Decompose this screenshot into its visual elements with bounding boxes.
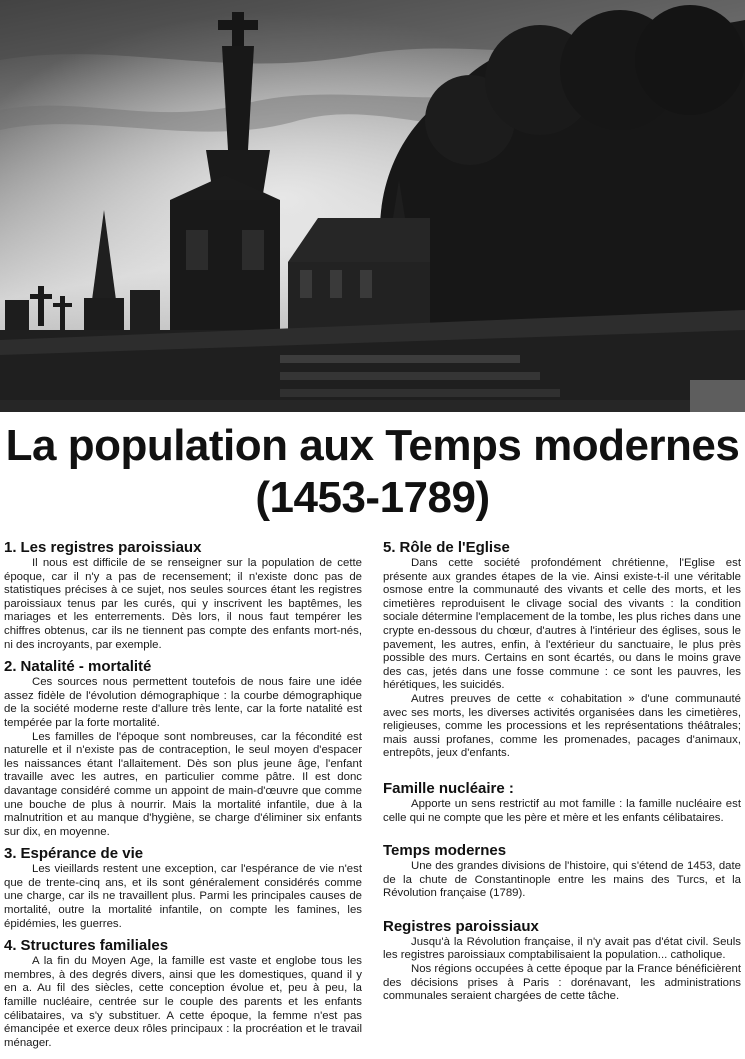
section-heading-text: Famille nucléaire :	[383, 779, 514, 797]
section-paragraph: Jusqu'à la Révolution française, il n'y avait pas d'état civil. Seuls les registres paroissiaux comptabilisaient la population... catholique.	[383, 935, 741, 962]
section-heading	[4, 538, 362, 557]
section	[383, 779, 741, 825]
section-paragraph: Dans cette société profondément chrétienne, l'Eglise est présente aux grandes étapes de la vie. Ainsi existe-t-il une véritable osmose entre la communauté des vivants et celle des morts, et les cimetières reproduisent le clivage social des vivants : la condition sociale détermine l'emplacement de la tombe, les plus riches dans une crypte en-dessous du chœur, d'autres à l'intérieur des églises, sous le pavement, les autres, enfin, à l'extérieur du sanctuaire, le plus près possible des murs. Certains en sont écartés, ou dans le moins grave des cas, jetés dans une fosse commune : ce sont les pauvres, les hérétiques, les suicidés.	[383, 557, 741, 692]
section	[4, 538, 362, 652]
section	[4, 657, 362, 839]
section-heading	[4, 844, 362, 863]
section-heading	[4, 936, 362, 955]
section-paragraph: Les vieillards restent une exception, car l'espérance de vie n'est que de trente-cinq ans, et ils sont généralement considérés comme une charge, car ils ne travaillent plus. Parmi les principales causes de mortalité, outre la mortalité infantile, on compte les famines, les épidémies, les guerres.	[4, 863, 362, 930]
section-heading-text: Registres paroissiaux	[383, 917, 539, 935]
section-heading-text: Temps modernes	[383, 842, 507, 860]
section-heading-text: Espérance de vie	[20, 845, 144, 863]
section-heading-text: Structures familiales	[20, 937, 169, 955]
title-block	[0, 420, 745, 524]
page-subtitle-dates: (1453-1789)	[255, 473, 490, 522]
section-paragraph: Les familles de l'époque sont nombreuses, car la fécondité est naturelle et il n'existe pas de contraception, le seul moyen d'espacer les naissances étant l'allaitement. Dès son plus jeune âge, l'enfant travaille avec les autres, en particulier comme pâtre. Il est donc davantage considéré comme un appoint de main-d'œuvre que comme une bouche de plus à nourrir. Mais la mortalité infantile, due à la malnutrition et au manque d'hygiène, se charge d'éliminer six enfants sur dix, en moyenne.	[4, 730, 362, 838]
section-heading	[4, 657, 362, 676]
right-column	[383, 538, 741, 1059]
cemetery-photo	[0, 0, 745, 412]
section-paragraph: Une des grandes divisions de l'histoire, qui s'étend de 1453, date de la chute de Constantinople entre les mains des Turcs, et la Révolution française (1789).	[383, 860, 741, 900]
section-heading	[383, 841, 741, 860]
section-heading	[383, 538, 741, 557]
section	[383, 538, 741, 761]
section-paragraph: Ces sources nous permettent toutefois de nous faire une idée assez fidèle de l'évolution démographique : la courbe démographique de la société moderne reste d'allure très lente, car la forte natalité est tempérée par la forte mortalité.	[4, 676, 362, 729]
section-heading	[383, 779, 741, 798]
section-paragraph: Apporte un sens restrictif au mot famille : la famille nucléaire est celle qui ne compte que les père et mère et les enfants célibataires.	[383, 797, 741, 824]
section-paragraph: Autres preuves de cette « cohabitation » d'une communauté avec ses morts, les diverses activités organisées dans les cimetières, religieuses, comme les processions et les représentations théâtrales; mais aussi profanes, comme les promenades, pacages d'animaux, entrepôts, jeux d'enfants.	[383, 692, 741, 760]
section	[4, 936, 362, 1050]
section-number: 2.	[4, 658, 17, 676]
section-number: 3.	[4, 845, 17, 863]
section	[383, 841, 741, 901]
page-title: La population aux Temps modernes	[5, 421, 740, 470]
section-number: 5.	[383, 539, 396, 556]
section-heading	[383, 917, 741, 936]
section	[383, 917, 741, 1004]
section-heading-text: Natalité - mortalité	[20, 658, 152, 676]
section-paragraph: Il nous est difficile de se renseigner sur la population de cette époque, car il n'y a pas de recensement; il n'existe donc pas de statistiques précises à ce sujet, nos seules sources étant les registres paroissiaux tenus par les curés, qui y inscrivent les baptêmes, les mariages et les enterrements. Dès lors, il nous faut tempérer les chiffres obtenus, car ils ne tiennent pas compte des enfants mort-nés, ni des incroyants, par exemple.	[4, 557, 362, 651]
left-column	[4, 538, 362, 1059]
section-number: 4.	[4, 937, 17, 955]
section-heading-text: Rôle de l'Eglise	[399, 539, 510, 556]
section	[4, 844, 362, 931]
section-paragraph: Nos régions occupées à cette époque par la France bénéficièrent des décisions prises à Paris : dorénavant, les administrations communales seraient chargées de cette tâche.	[383, 963, 741, 1003]
section-heading-text: Les registres paroissiaux	[20, 539, 202, 556]
section-number: 1.	[4, 539, 17, 556]
section-paragraph: A la fin du Moyen Age, la famille est vaste et englobe tous les membres, à des degrés divers, ainsi que les domestiques, quand il y en a. Au fil des siècles, cette conception évolue et, peu à peu, la famille nucléaire, centrée sur le couple des parents et les enfants célibataires, va s'y substituer. A cette époque, la femme n'est pas émancipée et exerce deux rôles principaux : la procréation et le travail ménager.	[4, 955, 362, 1049]
